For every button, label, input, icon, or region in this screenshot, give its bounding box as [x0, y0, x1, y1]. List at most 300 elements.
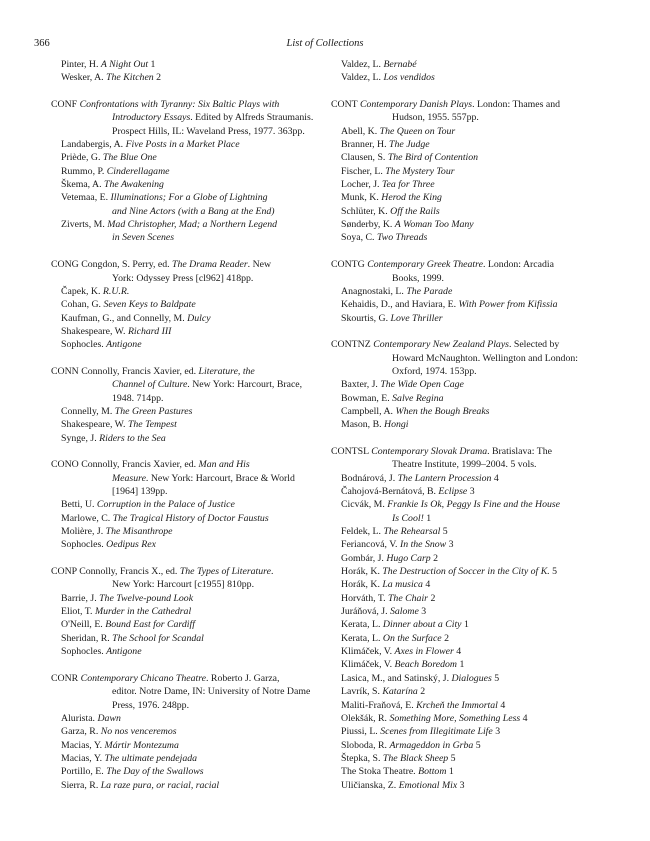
- italic-title: Measure: [112, 472, 146, 484]
- plain-text: Mason, B.: [341, 419, 385, 431]
- play-entry: [331, 218, 601, 231]
- play-entry: [331, 151, 601, 164]
- plain-text: 3: [418, 606, 427, 618]
- plain-text: Lavrík, S.: [341, 686, 383, 698]
- italic-title: Contemporary Chicano Theatre: [80, 672, 207, 684]
- page-header: [34, 38, 616, 54]
- plain-text: 3: [467, 486, 475, 497]
- plain-text: . Roberto J. Garza,: [206, 672, 280, 684]
- continuation-line: [51, 578, 317, 591]
- plain-text: CONTG: [331, 259, 368, 271]
- play-entry: [331, 498, 601, 511]
- play-entry: [51, 645, 317, 658]
- italic-title: Armageddon in Grba: [389, 739, 474, 751]
- plain-text: Klimáček, V.: [341, 659, 395, 671]
- play-entry: [331, 779, 601, 792]
- plain-text: O'Neill, E.: [61, 619, 106, 631]
- plain-text: 2: [153, 72, 162, 84]
- entry-spacer: [51, 245, 317, 258]
- entry-spacer: [331, 325, 601, 338]
- plain-text: Klimáček, V.: [341, 646, 395, 658]
- plain-text: CONR: [51, 672, 81, 684]
- plain-text: CONO Connolly, Francis Xavier, ed.: [51, 459, 199, 471]
- italic-title: The Bird of Contention: [387, 152, 479, 164]
- italic-title: The Tempest: [127, 419, 177, 431]
- plain-text: Molière, J.: [61, 526, 106, 538]
- plain-text: Howard McNaughton. Wellington and London:: [392, 352, 578, 364]
- play-entry: [331, 392, 601, 405]
- entry-spacer: [51, 85, 317, 98]
- continuation-line: [331, 365, 601, 378]
- plain-text: Wesker, A.: [61, 72, 107, 84]
- plain-text: Locher, J.: [341, 179, 382, 191]
- italic-title: Axes in Flower: [394, 646, 454, 658]
- continuation-line: [331, 512, 601, 525]
- play-entry: [331, 552, 601, 565]
- italic-title: When the Bough Breaks: [395, 405, 490, 417]
- plain-text: 5: [440, 526, 448, 538]
- play-entry: [331, 765, 601, 778]
- plain-text: Macias, Y.: [61, 739, 105, 751]
- plain-text: Fischer, L.: [341, 165, 386, 177]
- play-entry: [331, 538, 601, 551]
- plain-text: Čahojová-Bernátová, B.: [341, 486, 439, 497]
- italic-title: Dawn: [97, 712, 121, 724]
- continuation-line: [331, 272, 601, 285]
- plain-text: Munk, K.: [341, 192, 382, 204]
- collection-heading: [51, 98, 317, 111]
- play-entry: [51, 58, 317, 71]
- plain-text: CONTSL: [331, 445, 372, 457]
- play-entry: [331, 618, 601, 631]
- play-entry: [331, 191, 601, 204]
- collection-heading: [51, 258, 317, 271]
- italic-title: Riders to the Sea: [99, 432, 166, 444]
- plain-text: Horváth, T.: [341, 592, 388, 604]
- italic-title: Emotional Mix: [398, 779, 458, 791]
- play-entry: [51, 312, 317, 325]
- italic-title: The ultimate pendejada: [104, 752, 198, 764]
- plain-text: Barrie, J.: [61, 592, 100, 604]
- italic-title: Love Thriller: [390, 312, 443, 324]
- plain-text: 3: [446, 539, 454, 551]
- plain-text: Press, 1976. 248pp.: [112, 699, 190, 711]
- plain-text: Sloboda, R.: [341, 739, 390, 751]
- plain-text: CONN Connolly, Francis Xavier, ed.: [51, 365, 199, 377]
- italic-title: The Queen on Tour: [379, 125, 456, 137]
- plain-text: . New York: Harcourt, Brace,: [187, 379, 303, 391]
- collection-heading: [51, 672, 317, 685]
- italic-title: The Rehearsal: [383, 526, 441, 538]
- entry-spacer: [51, 445, 317, 458]
- italic-title: Katarína: [382, 686, 418, 698]
- plain-text: Štepka, S.: [341, 752, 383, 764]
- plain-text: Pinter, H.: [61, 59, 101, 70]
- plain-text: CONF: [51, 99, 80, 111]
- plain-text: Sophocles.: [61, 339, 107, 351]
- plain-text: . London: Arcadia: [482, 259, 554, 271]
- entry-spacer: [331, 245, 601, 258]
- collection-heading: [331, 258, 601, 271]
- plain-text: 2: [441, 632, 450, 644]
- play-entry: [331, 125, 601, 138]
- plain-text: 2: [417, 686, 426, 698]
- plain-text: Clausen, S.: [341, 152, 388, 164]
- play-entry: [51, 151, 317, 164]
- play-entry: [331, 632, 601, 645]
- play-entry: [51, 71, 317, 84]
- plain-text: CONG Congdon, S. Perry, ed.: [51, 259, 173, 271]
- play-entry: [331, 472, 601, 485]
- plain-text: Juráňová, J.: [341, 606, 390, 618]
- italic-title: Bernabé: [383, 59, 417, 70]
- plain-text: Baxter, J.: [341, 379, 381, 391]
- play-entry: [331, 605, 601, 618]
- italic-title: The School for Scandal: [112, 632, 204, 644]
- plain-text: Soya, C.: [341, 232, 377, 244]
- italic-title: Illuminations; For a Globe of Lightning: [110, 192, 268, 204]
- plain-text: Eliot, T.: [61, 606, 95, 618]
- italic-title: Frankie Is Ok, Peggy Is Fine and the House: [387, 499, 561, 511]
- italic-title: Scenes from Illegitimate Life: [380, 726, 493, 738]
- plain-text: editor. Notre Dame, IN: University of Notre Dame: [112, 686, 311, 698]
- plain-text: York: Odyssey Press [cl962] 418pp.: [112, 272, 254, 284]
- italic-title: The Misanthrope: [105, 526, 173, 538]
- plain-text: .: [270, 566, 274, 578]
- italic-title: Channel of Culture: [112, 379, 188, 391]
- italic-title: Introductory Essays: [112, 112, 191, 124]
- plain-text: Maliti-Fraňová, E.: [341, 699, 417, 711]
- plain-text: Cohan, G.: [61, 299, 104, 311]
- plain-text: Horák, K.: [341, 579, 383, 591]
- play-entry: [331, 71, 601, 84]
- plain-text: Olekšák, R.: [341, 712, 390, 724]
- plain-text: Oxford, 1974. 153pp.: [392, 365, 477, 377]
- plain-text: Macias, Y.: [61, 752, 105, 764]
- plain-text: Sønderby, K.: [341, 219, 395, 231]
- italic-title: The Green Pastures: [114, 405, 193, 417]
- plain-text: Lasica, M., and Satinský, J.: [341, 672, 452, 684]
- play-entry: [51, 605, 317, 618]
- italic-title: Seven Keys to Baldpate: [103, 299, 196, 311]
- plain-text: 1: [423, 512, 432, 524]
- continuation-line: [51, 472, 317, 485]
- italic-title: Oedipus Rex: [106, 539, 156, 551]
- plain-text: 3: [457, 779, 465, 791]
- plain-text: 4: [520, 712, 528, 724]
- continuation-line: [331, 458, 601, 471]
- plain-text: Bowman, E.: [341, 392, 393, 404]
- plain-text: . London: Thames and: [472, 99, 561, 111]
- continuation-line: [51, 699, 317, 712]
- entry-spacer: [51, 352, 317, 365]
- plain-text: . New: [247, 259, 272, 271]
- continuation-line: [51, 485, 317, 498]
- play-entry: [51, 338, 317, 351]
- plain-text: Garza, R.: [61, 726, 101, 738]
- plain-text: Cicvák, M.: [341, 499, 388, 511]
- play-entry: [331, 685, 601, 698]
- continuation-line: [51, 392, 317, 405]
- play-entry: [331, 592, 601, 605]
- page-number: 366: [34, 38, 50, 49]
- plain-text: 1: [148, 59, 156, 70]
- entry-spacer: [331, 85, 601, 98]
- italic-title: Two Threads: [376, 232, 428, 244]
- plain-text: Ziverts, M.: [61, 219, 108, 231]
- play-entry: [331, 298, 601, 311]
- play-entry: [331, 699, 601, 712]
- italic-title: The Destruction of Soccer in the City of K.: [382, 566, 550, 578]
- play-entry: [51, 765, 317, 778]
- plain-text: Portillo, E.: [61, 766, 107, 778]
- plain-text: Shakespeare, W.: [61, 325, 128, 337]
- italic-title: Hongi: [384, 419, 409, 431]
- plain-text: 5: [448, 752, 456, 764]
- plain-text: Anagnostaki, L.: [341, 285, 407, 297]
- italic-title: A Night Out: [100, 59, 149, 70]
- italic-title: The Kitchen: [106, 72, 154, 84]
- play-entry: [51, 432, 317, 445]
- italic-title: Herod the King: [381, 192, 442, 204]
- play-entry: [331, 565, 601, 578]
- plain-text: CONP Connolly, Francis X., ed.: [51, 566, 180, 578]
- italic-title: Contemporary Greek Theatre: [367, 259, 483, 271]
- play-entry: [331, 405, 601, 418]
- italic-title: Hugo Carp: [386, 552, 431, 564]
- collection-heading: [51, 458, 317, 471]
- plain-text: CONT: [331, 99, 360, 111]
- italic-title: Contemporary New Zealand Plays: [373, 339, 509, 351]
- play-entry: [51, 525, 317, 538]
- italic-title: The Tragical History of Doctor Faustus: [112, 512, 269, 524]
- continuation-line: [51, 111, 317, 124]
- plain-text: Feldek, L.: [341, 526, 384, 538]
- italic-title: The Wide Open Cage: [380, 379, 464, 391]
- play-entry: [51, 298, 317, 311]
- italic-title: A Woman Too Many: [394, 219, 474, 231]
- plain-text: Rummo, P.: [61, 165, 107, 177]
- continuation-line: [51, 685, 317, 698]
- italic-title: The Parade: [406, 285, 453, 297]
- plain-text: . New York: Harcourt, Brace & World: [145, 472, 295, 484]
- plain-text: The Stoka Theatre.: [341, 766, 419, 778]
- italic-title: Bottom: [418, 766, 447, 778]
- plain-text: Skourtis, G.: [341, 312, 391, 324]
- plain-text: Feriancová, V.: [341, 539, 400, 551]
- entry-spacer: [331, 432, 601, 445]
- plain-text: Vetemaa, E.: [61, 192, 111, 204]
- italic-title: Man and His: [198, 459, 250, 471]
- italic-title: Is Cool!: [392, 512, 424, 524]
- play-entry: [331, 672, 601, 685]
- plain-text: 2: [430, 552, 439, 564]
- play-entry: [51, 739, 317, 752]
- italic-title: No nos venceremos: [100, 726, 177, 738]
- play-entry: [331, 525, 601, 538]
- play-entry: [51, 538, 317, 551]
- italic-title: Antigone: [106, 646, 142, 658]
- play-entry: [331, 138, 601, 151]
- italic-title: Salve Regina: [392, 392, 444, 404]
- plain-text: Schlüter, K.: [341, 205, 391, 217]
- plain-text: Kerata, L.: [341, 632, 383, 644]
- plain-text: Sophocles.: [61, 539, 107, 551]
- plain-text: Campbell, A.: [341, 405, 396, 417]
- italic-title: Off the Rails: [390, 205, 440, 217]
- play-entry: [51, 191, 317, 204]
- italic-title: Cinderellagame: [106, 165, 170, 177]
- continuation-line: [51, 378, 317, 391]
- italic-title: Los vendidos: [383, 72, 435, 84]
- play-entry: [51, 498, 317, 511]
- running-title: List of Collections: [286, 38, 364, 49]
- collection-heading: [51, 565, 317, 578]
- italic-title: La raze pura, or racial, racial: [100, 779, 220, 791]
- plain-text: . Selected by: [508, 339, 560, 351]
- play-entry: [51, 178, 317, 191]
- italic-title: Five Posts in a Market Place: [125, 139, 240, 151]
- italic-title: The Mystery Tour: [385, 165, 455, 177]
- play-entry: [331, 205, 601, 218]
- italic-title: Antigone: [106, 339, 142, 351]
- italic-title: in Seven Scenes: [112, 232, 175, 244]
- plain-text: Čapek, K.: [61, 285, 103, 297]
- italic-title: Richard III: [127, 325, 172, 337]
- plain-text: Connelly, M.: [61, 405, 115, 417]
- continuation-line: [51, 272, 317, 285]
- italic-title: Contemporary Danish Plays: [359, 99, 473, 111]
- plain-text: Kaufman, G., and Connelly, M.: [61, 312, 188, 324]
- plain-text: Piussi, L.: [341, 726, 381, 738]
- italic-title: Literature, the: [198, 365, 255, 377]
- continuation-line: [51, 125, 317, 138]
- italic-title: The Day of the Swallows: [106, 766, 204, 778]
- plain-text: 5: [473, 739, 481, 751]
- plain-text: Prospect Hills, IL: Waveland Press, 1977. 363pp.: [112, 125, 305, 137]
- plain-text: 4: [491, 472, 499, 484]
- italic-title: Dinner about a City: [382, 619, 462, 631]
- plain-text: Horák, K.: [341, 566, 383, 578]
- italic-title: Dulcy: [187, 312, 211, 324]
- plain-text: Sophocles.: [61, 646, 107, 658]
- italic-title: Contemporary Slovak Drama: [371, 445, 488, 457]
- italic-title: Salome: [389, 606, 419, 618]
- italic-title: R.U.R.: [102, 285, 130, 297]
- plain-text: Synge, J.: [61, 432, 100, 444]
- collection-heading: [51, 365, 317, 378]
- play-entry: [51, 218, 317, 231]
- play-entry: [331, 752, 601, 765]
- plain-text: Alurista.: [61, 712, 98, 724]
- play-entry: [51, 325, 317, 338]
- plain-text: Bodnárová, J.: [341, 472, 398, 484]
- plain-text: Sierra, R.: [61, 779, 101, 791]
- italic-title: The Chair: [387, 592, 428, 604]
- italic-title: In the Snow: [399, 539, 447, 551]
- plain-text: . Bratislava: The: [487, 445, 552, 457]
- italic-title: Eclipse: [438, 486, 468, 497]
- collection-heading: [331, 338, 601, 351]
- italic-title: Murder in the Cathedral: [94, 606, 192, 618]
- play-entry: [331, 165, 601, 178]
- plain-text: 1: [446, 766, 454, 778]
- italic-title: The Lantern Procession: [397, 472, 492, 484]
- plain-text: 1: [457, 659, 465, 671]
- continuation-line: [51, 205, 317, 218]
- plain-text: [1964] 139pp.: [112, 486, 168, 497]
- play-entry: [331, 485, 601, 498]
- plain-text: Sheridan, R.: [61, 632, 113, 644]
- italic-title: Something More, Something Less: [389, 712, 521, 724]
- play-entry: [51, 405, 317, 418]
- plain-text: Theatre Institute, 1999–2004. 5 vols.: [392, 459, 537, 471]
- plain-text: Branner, H.: [341, 139, 390, 151]
- plain-text: 4: [453, 646, 462, 658]
- plain-text: 4: [422, 579, 431, 591]
- play-entry: [331, 231, 601, 244]
- plain-text: 5: [491, 672, 500, 684]
- play-entry: [51, 138, 317, 151]
- play-entry: [331, 58, 601, 71]
- play-entry: [51, 418, 317, 431]
- play-entry: [331, 645, 601, 658]
- plain-text: Kerata, L.: [341, 619, 383, 631]
- play-entry: [51, 712, 317, 725]
- plain-text: 5: [549, 566, 558, 578]
- play-entry: [51, 165, 317, 178]
- play-entry: [51, 779, 317, 792]
- italic-title: Bound East for Cardiff: [105, 619, 195, 631]
- plain-text: 4: [497, 699, 506, 711]
- plain-text: Hudson, 1955. 557pp.: [392, 112, 479, 124]
- italic-title: Dialogues: [451, 672, 492, 684]
- entry-spacer: [51, 658, 317, 671]
- plain-text: Valdez, L.: [341, 59, 384, 70]
- entry-spacer: [51, 552, 317, 565]
- plain-text: Abell, K.: [341, 125, 380, 137]
- plain-text: Valdez, L.: [341, 72, 384, 84]
- play-entry: [331, 658, 601, 671]
- italic-title: and Nine Actors (with a Bang at the End): [112, 205, 275, 217]
- plain-text: New York: Harcourt [c1955] 810pp.: [112, 579, 255, 591]
- italic-title: On the Surface: [382, 632, 442, 644]
- left-column: [51, 58, 317, 792]
- play-entry: [51, 592, 317, 605]
- continuation-line: [51, 231, 317, 244]
- plain-text: Landabergis, A.: [61, 139, 126, 151]
- plain-text: CONTNZ: [331, 339, 374, 351]
- italic-title: The Judge: [389, 139, 430, 151]
- plain-text: Kehaidis, D., and Haviara, E.: [341, 299, 459, 311]
- play-entry: [51, 632, 317, 645]
- plain-text: Uličianska, Z.: [341, 779, 399, 791]
- plain-text: 2: [428, 592, 436, 604]
- continuation-line: [331, 352, 601, 365]
- italic-title: The Twelve-pound Look: [99, 592, 194, 604]
- italic-title: The Drama Reader: [172, 259, 248, 271]
- collection-heading: [331, 445, 601, 458]
- plain-text: Škema, A.: [61, 179, 104, 191]
- italic-title: La musica: [382, 579, 423, 591]
- plain-text: Shakespeare, W.: [61, 419, 128, 431]
- italic-title: Beach Boredom: [394, 659, 457, 671]
- plain-text: . Edited by Alfreds Straumanis.: [190, 112, 314, 124]
- italic-title: Corruption in the Palace of Justice: [96, 499, 235, 511]
- collection-heading: [331, 98, 601, 111]
- play-entry: [331, 378, 601, 391]
- plain-text: 3: [492, 726, 501, 738]
